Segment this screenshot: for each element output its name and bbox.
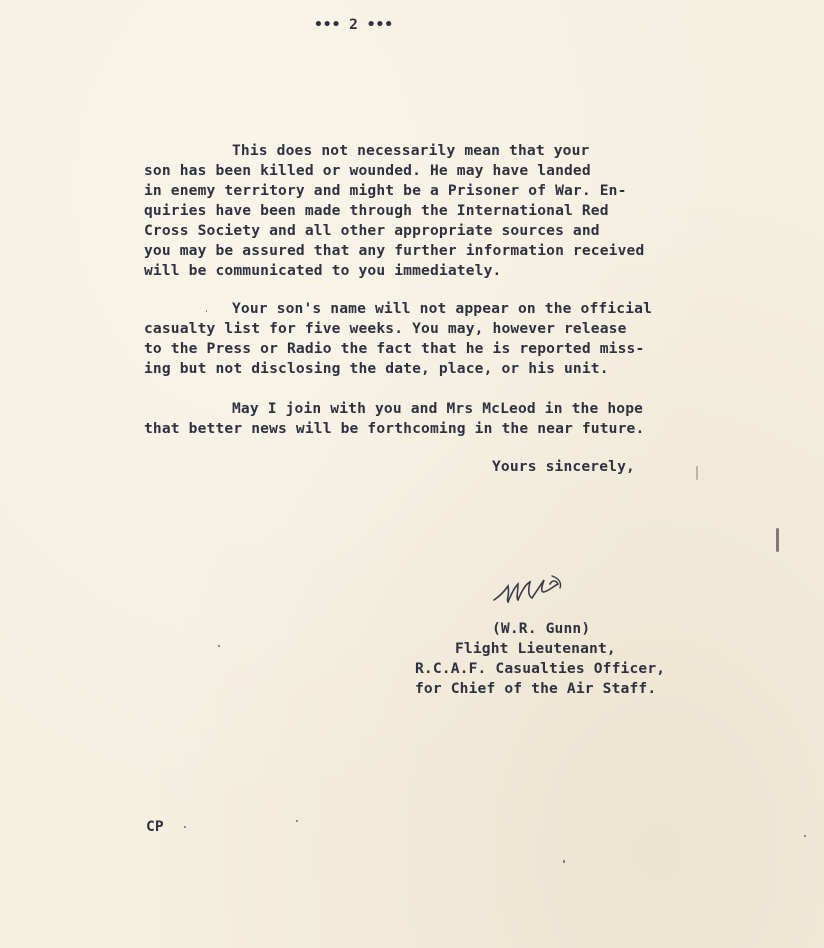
paper-mark xyxy=(776,528,779,552)
paragraph-line: you may be assured that any further information received xyxy=(144,242,645,259)
paragraph-line: to the Press or Radio the fact that he is reported miss- xyxy=(144,340,645,357)
paragraph-line: ing but not disclosing the date, place, or his unit. xyxy=(144,360,609,377)
paragraph-line: will be communicated to you immediately. xyxy=(144,262,502,279)
paper-speck xyxy=(804,835,806,837)
paper-speck xyxy=(218,645,220,647)
page-number: ••• 2 ••• xyxy=(314,16,394,33)
paper-speck xyxy=(296,820,298,822)
signer-rank: Flight Lieutenant, xyxy=(455,640,616,657)
paragraph-line: casualty list for five weeks. You may, however release xyxy=(144,320,627,337)
paragraph-line: son has been killed or wounded. He may have landed xyxy=(144,162,591,179)
paragraph-line: quiries have been made through the International Red xyxy=(144,202,609,219)
signer-name: (W.R. Gunn) xyxy=(492,620,591,637)
paper-speck xyxy=(206,310,207,312)
closing: Yours sincerely, xyxy=(492,458,635,475)
paragraph-line: in enemy territory and might be a Prisoner of War. En- xyxy=(144,182,627,199)
paper-speck xyxy=(184,826,186,828)
paragraph-line: Your son's name will not appear on the official xyxy=(232,300,653,317)
paragraph-line: that better news will be forthcoming in the near future. xyxy=(144,420,645,437)
paper-mark xyxy=(696,466,698,480)
signer-position: R.C.A.F. Casualties Officer, xyxy=(415,660,666,677)
typist-initials: CP xyxy=(146,818,164,835)
signer-for: for Chief of the Air Staff. xyxy=(415,680,657,697)
paragraph-line: Cross Society and all other appropriate sources and xyxy=(144,222,600,239)
paper-speck xyxy=(563,860,565,863)
paragraph-line: May I join with you and Mrs McLeod in the hope xyxy=(232,400,644,417)
paragraph-line: This does not necessarily mean that your xyxy=(232,142,590,159)
handwritten-signature xyxy=(492,572,572,612)
